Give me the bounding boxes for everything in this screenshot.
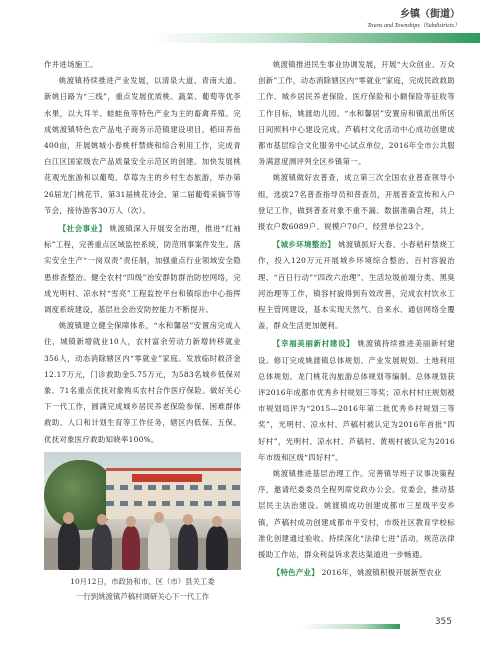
photo-caption: [44, 574, 241, 604]
paragraph-text: 姚渡镇抓好大春、小春秸秆禁烧工作，投入120万元开展城乡环境综合整治、百村容貌治理、“百日行动”“四改六治理”、生活垃圾前端分类、黑臭河治理等工作，镇容村貌得到有效改善，完成农村饮水工程主管网建设，基本实现天然气、自来水、通信网络全覆盖，群众生活更加便利。: [258, 240, 455, 331]
person-head: [154, 512, 164, 523]
person: [206, 526, 228, 570]
section-tag: 【城乡环境整治】: [272, 240, 336, 250]
window-row: [106, 501, 241, 506]
paragraph: 姚渡镇推进民生事业协调发展，开展“大众创业、万众创新”工作，动态消除辖区内“零就业”家庭，完成民政救助工作、城乡居民养老保险、医疗保险和小额保险等征收等工作目标，姚渡幼儿园、“水和馨居”安置房和镇派出所区日间照料中心建设完成。芦稿村文化活动中心成功创建成都市基层综合文化服务中心试点单位，2016年全市公共服务满意度测评列全区乡镇第一。: [258, 60, 455, 167]
caption-line: 10月12日，市政协和市、区（市）县关工委: [70, 577, 215, 586]
section-title: 乡镇（街道）: [400, 9, 460, 20]
section-title-en: Towns and Townships（Subdistricts）: [367, 23, 460, 29]
window-row: [106, 485, 241, 490]
page-header: [0, 0, 480, 56]
paragraph: 作并进场施工。: [44, 60, 98, 69]
paragraph-environment: [258, 237, 455, 334]
paragraph-text: 姚渡镇持续推进美丽新村建设。修订完成姚渡镇总体规划、产业发展规划、土地利用总体规划、龙门桃花沟旅游总体规划等编制。总体规划获评2016年成都市优秀乡村规划三等奖；凉水村村庄规划被市规划局评为“2015—2016年第二批优秀乡村规划三等奖”，光明村、凉水村、芦稿村被认定为2016年首批“四好村”，光明村、凉水村、芦稿村、黄规村被认定为2016年市级和区级“四好村”。: [258, 339, 455, 462]
person: [92, 524, 112, 570]
section-tag: 【特色产业】: [272, 568, 319, 578]
paragraph-new-village: [258, 336, 455, 466]
paragraph-text: 2016年，姚渡镇积极开展新型农业: [321, 568, 442, 578]
page-number: 355: [434, 617, 452, 627]
person: [178, 524, 198, 570]
paragraph-text: 姚渡镇深入开展安全治理，推进“红袖标”工程，完善重点区域监控系统，防范刑事案件发生。落实安全生产“一岗双责”责任制，加强重点行业领域安全隐患排查整治。健全农村“四级”治安群防群治防控网络，完成光明村、凉水村“雪亮”工程监控平台和镇综治中心指挥调度系统建设，基层社会治安防控能力不断提升。: [44, 224, 241, 315]
person-head: [212, 516, 222, 527]
person-head: [97, 514, 107, 525]
paragraph-social: [44, 221, 241, 318]
left-column: [44, 57, 241, 448]
section-tag: 【幸福美丽新村建设】: [272, 339, 355, 349]
paragraph: 姚渡镇推进基层治理工作。完善镇导班子议事决策程序，邀请纪委委员全程列席党政办公会。党委会，推动基层民主法治建设。姚渡镇成功创建成都市三星级平安乡镇，芦稿村成功创建成都市平安村，市级社区教育学校标准化创建通过验收。持续深化“法律七进”活动，规范法律援助工作站，群众利益诉求表达渠道进一步畅通。: [258, 469, 455, 560]
right-column: [258, 57, 455, 582]
person-head: [183, 514, 193, 525]
event-photo: [44, 452, 241, 570]
person-head: [126, 516, 136, 527]
person-head: [63, 512, 74, 524]
section-tag: 【社会事业】: [58, 224, 107, 234]
person: [122, 526, 140, 570]
person: [148, 522, 170, 570]
paragraph: 姚渡镇做好农普查，成立第三次全国农业普查领导小组，选拔27名普查指导员和普查员，开展普查宣传和入户登记工作，做到普查对象不重不漏、数据准确合理，共上报农户数6089户、规模户70户、经营单位23个。: [258, 173, 455, 232]
paragraph: 姚渡镇建立健全保障体系，“水和馨居”安置房完成入住，城镇新增就业10人，农村富余劳动力新增转移就业356人，动态消除辖区内“零就业”家庭。发放临时救济金12.17万元，门诊救助金5.75万元，为583名城乡低保对象、71名重点优抚对象购买农村合作医疗保险。做好关心下一代工作，圆满完成城乡居民养老保险参保、困难群体救助、人口和计划生育等工作任务，辖区内低保、五保、优抚对象医疗救助知晓率100%。: [44, 321, 241, 444]
red-banner: [132, 474, 202, 482]
person: [58, 522, 80, 570]
paragraph-industry: [258, 565, 455, 581]
header-accent-bar: [150, 33, 480, 43]
caption-line: 一行到姚渡镇芦稿村调研关心下一代工作: [75, 592, 210, 601]
footer-accent-bar: [300, 624, 400, 629]
paragraph: 姚渡镇持续推进产业发展，以清泉大道、青南大道、新姚日路为“三线”，重点发展优质桃、蔬菜、葡萄等优李水果，以大耳羊、蛙蛙鱼等特色产业为主的畜禽养殖。完成姚渡镇特色农产品电子商务示范镇建设项目，稻田养鱼400亩，开展姚城小春桃杆禁烧和综合利用工作，完成青白江区国家级农产品质量安全示范区的创建。加快发展桃花观光旅游和以葡萄、草莓为主的乡村生态旅游，举办第26届龙门桃花节、第31届桃花诗会、第二届葡萄采摘节等节会，接待游客30万人（次）。: [44, 76, 241, 215]
